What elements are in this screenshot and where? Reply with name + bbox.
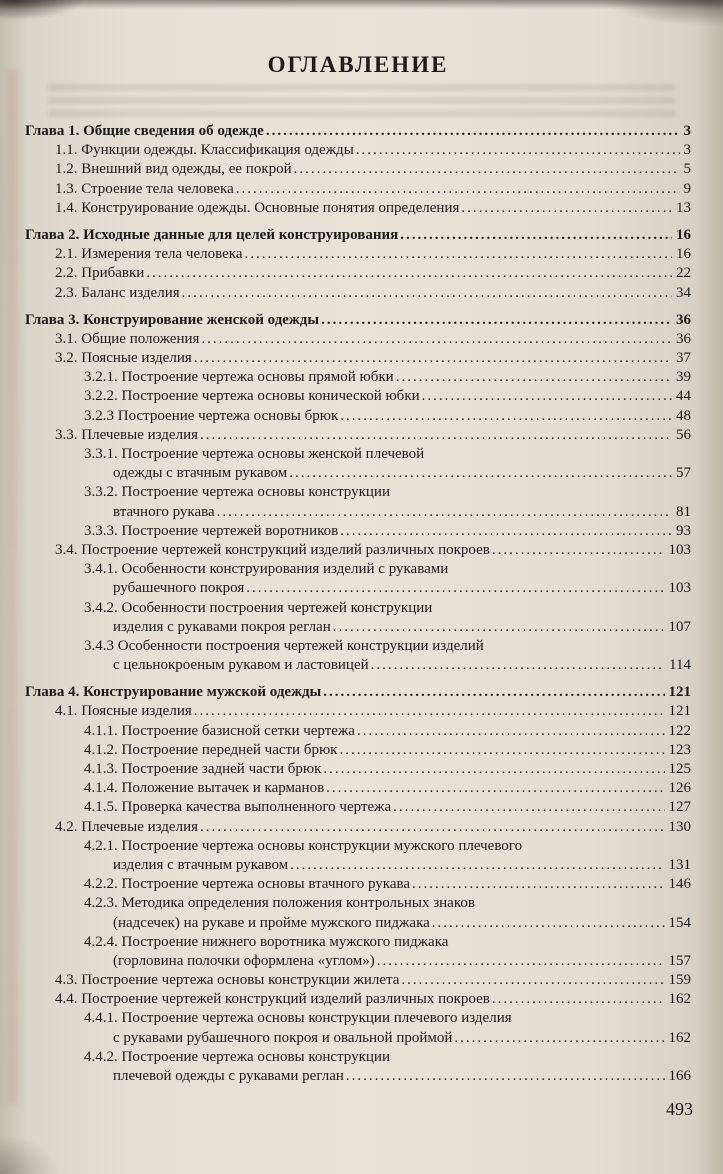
toc-entry bbox=[25, 1029, 691, 1048]
toc-entry bbox=[25, 837, 691, 856]
leader-dots bbox=[194, 349, 672, 368]
toc-entry-text: 3.4.3 Особенности построения чертежей конструкции изделий bbox=[84, 637, 484, 654]
toc-entry bbox=[25, 798, 691, 817]
toc-entry bbox=[25, 349, 691, 368]
leader-dots bbox=[294, 160, 680, 179]
toc-entry bbox=[25, 122, 691, 141]
leader-dots bbox=[357, 722, 665, 741]
toc-entry-text: Глава 1. Общие сведения об одежде bbox=[25, 123, 264, 139]
toc-entry bbox=[25, 933, 691, 952]
toc-entry-page: 114 bbox=[669, 657, 691, 674]
leader-dots bbox=[182, 284, 672, 303]
toc-entry bbox=[25, 971, 691, 990]
toc-entry-text: 3.2.1. Построение чертежа основы прямой юбки bbox=[84, 369, 394, 386]
toc-entry-page: 125 bbox=[668, 761, 691, 777]
leader-dots bbox=[377, 952, 665, 971]
toc-entry-page: 16 bbox=[676, 246, 691, 263]
leader-dots bbox=[290, 856, 664, 875]
toc-entry-text: 1.1. Функции одежды. Классификация одежды bbox=[55, 142, 354, 159]
toc-entry bbox=[25, 952, 691, 971]
toc-entry-page: 159 bbox=[668, 972, 691, 989]
toc-entry-text: 4.4. Построение чертежей конструкций изделий различных покроев bbox=[55, 991, 490, 1008]
toc-entry bbox=[25, 330, 691, 349]
leader-dots bbox=[289, 464, 672, 483]
toc-entry bbox=[25, 1048, 691, 1067]
toc-entry-text: изделия с втачным рукавом bbox=[113, 856, 289, 873]
toc-entry-page: 44 bbox=[676, 388, 691, 405]
toc-entry-text: 4.2. Плечевые изделия bbox=[55, 818, 199, 835]
toc-entry bbox=[25, 579, 691, 598]
toc-entry bbox=[25, 426, 691, 445]
toc-entry-page: 39 bbox=[676, 369, 691, 386]
toc-entry-page: 3 bbox=[683, 142, 691, 159]
toc-entry-text: Глава 4. Конструирование мужской одежды bbox=[25, 684, 322, 701]
toc-entry bbox=[25, 760, 691, 779]
toc-entry-text: 2.2. Прибавки bbox=[55, 265, 145, 282]
toc-entry-page: 157 bbox=[668, 952, 691, 969]
toc-entry-page: 9 bbox=[683, 180, 691, 197]
toc-entry-page: 13 bbox=[676, 199, 691, 216]
toc-entry-page: 146 bbox=[668, 876, 691, 893]
leader-dots bbox=[217, 503, 672, 522]
toc-entry bbox=[25, 741, 691, 760]
toc-entry bbox=[25, 160, 691, 179]
toc-entry-text: 3.2.3 Построение чертежа основы брюк bbox=[84, 407, 339, 424]
toc-entry-text: 3.4.1. Особенности конструирования изделий с рукавами bbox=[84, 561, 449, 578]
leader-dots bbox=[432, 914, 665, 933]
toc-entry-page: 121 bbox=[668, 703, 691, 720]
toc-entry bbox=[25, 311, 691, 330]
toc-entry-text: 3.3.3. Построение чертежей воротников bbox=[84, 522, 339, 539]
corner-smudge-bottom-left bbox=[0, 1134, 60, 1174]
leader-dots bbox=[346, 1067, 665, 1086]
toc-entry-page: 37 bbox=[676, 350, 691, 367]
toc-list bbox=[25, 122, 691, 1086]
toc-entry-text: рубашечного покроя bbox=[113, 580, 245, 597]
toc-entry bbox=[25, 464, 691, 483]
toc-entry-page: 162 bbox=[668, 991, 691, 1008]
toc-entry-text: плечевой одежды с рукавами реглан bbox=[113, 1068, 344, 1084]
toc-entry bbox=[25, 483, 691, 502]
toc-entry-page: 127 bbox=[668, 799, 691, 816]
toc-entry-text: 4.2.1. Построение чертежа основы конструкции мужского плечевого bbox=[84, 837, 523, 854]
leader-dots bbox=[194, 702, 665, 721]
toc-entry-text: 4.1.2. Построение передней части брюк bbox=[84, 741, 338, 758]
leader-dots bbox=[422, 387, 672, 406]
leader-dots bbox=[400, 226, 672, 245]
leader-dots bbox=[323, 683, 664, 702]
toc-entry-text: 4.1.5. Проверка качества выполненного чертежа bbox=[84, 799, 392, 816]
leader-dots bbox=[393, 798, 664, 817]
toc-entry bbox=[25, 875, 691, 894]
toc-entry-text: 4.1.4. Положение вытачек и карманов bbox=[84, 780, 325, 797]
toc-entry-page: 154 bbox=[668, 914, 691, 931]
toc-entry bbox=[25, 856, 691, 875]
leader-dots bbox=[492, 541, 665, 560]
leader-dots bbox=[461, 199, 672, 218]
toc-entry bbox=[25, 264, 691, 283]
toc-entry-page: 93 bbox=[676, 522, 691, 539]
leader-dots bbox=[333, 618, 665, 637]
toc-entry-page: 121 bbox=[668, 684, 691, 701]
toc-entry bbox=[25, 656, 691, 675]
toc-entry-text: 1.2. Внешний вид одежды, ее покрой bbox=[55, 161, 292, 178]
page-title: ОГЛАВЛЕНИЕ bbox=[267, 52, 449, 77]
toc-entry-text: 4.1.1. Построение базисной сетки чертежа bbox=[84, 722, 355, 739]
toc-entry bbox=[25, 368, 691, 387]
toc-entry-page: 34 bbox=[676, 284, 691, 301]
toc-entry bbox=[25, 503, 691, 522]
toc-entry-text: 2.1. Измерения тела человека bbox=[55, 246, 243, 263]
toc-entry bbox=[25, 560, 691, 579]
toc-entry bbox=[25, 683, 691, 702]
leader-dots bbox=[340, 522, 672, 541]
toc-entry bbox=[25, 990, 691, 1009]
toc-entry-text: изделия с рукавами покроя реглан bbox=[113, 618, 331, 635]
toc-entry bbox=[25, 407, 691, 426]
toc-entry-text: с цельнокроеным рукавом и ластовицей bbox=[113, 657, 369, 674]
toc-entry-page: 36 bbox=[676, 330, 691, 347]
toc-entry-page: 126 bbox=[668, 780, 691, 797]
toc-entry bbox=[25, 914, 691, 933]
leader-dots bbox=[356, 141, 680, 160]
toc-entry-text: 4.1.3. Построение задней части брюк bbox=[84, 761, 322, 777]
toc-entry-text: 4.4.1. Построение чертежа основы конструкции плечевого изделия bbox=[84, 1010, 512, 1027]
toc-entry-text: (горловина полочки оформлена «углом») bbox=[113, 952, 375, 969]
toc-entry bbox=[25, 141, 691, 160]
toc-entry-page: 81 bbox=[676, 503, 691, 520]
leader-dots bbox=[200, 426, 672, 445]
toc-entry-text: 3.1. Общие положения bbox=[55, 330, 200, 347]
toc-entry-page: 56 bbox=[676, 426, 691, 443]
leader-dots bbox=[454, 1029, 664, 1048]
toc-entry-text: 4.4.2. Построение чертежа основы конструкции bbox=[84, 1048, 390, 1065]
leader-dots bbox=[200, 818, 664, 837]
toc-entry-page: 107 bbox=[668, 618, 691, 635]
leader-dots bbox=[371, 656, 665, 675]
toc-entry bbox=[25, 1067, 691, 1086]
toc-entry-page: 122 bbox=[668, 722, 691, 739]
leader-dots bbox=[401, 971, 664, 990]
toc-entry-text: Глава 3. Конструирование женской одежды bbox=[25, 311, 320, 328]
leader-dots bbox=[412, 875, 664, 894]
leader-dots bbox=[201, 330, 672, 349]
toc-entry bbox=[25, 1009, 691, 1028]
toc-entry-text: 3.4. Построение чертежей конструкций изделий различных покроев bbox=[55, 541, 490, 558]
leader-dots bbox=[340, 407, 672, 426]
footer-page-number: 493 bbox=[666, 1099, 693, 1119]
toc-entry-text: 4.1. Поясные изделия bbox=[55, 703, 192, 720]
leader-dots bbox=[339, 741, 664, 760]
toc-entry-text: Глава 2. Исходные данные для целей конструирования bbox=[25, 226, 399, 243]
leader-dots bbox=[244, 245, 672, 264]
toc-entry bbox=[25, 541, 691, 560]
toc-entry-text: 3.3.1. Построение чертежа основы женской плечевой bbox=[84, 446, 425, 462]
toc-entry bbox=[25, 722, 691, 741]
toc-entry bbox=[25, 180, 691, 199]
leader-dots bbox=[321, 311, 672, 330]
toc-entry-text: одежды с втачным рукавом bbox=[113, 465, 288, 482]
leader-dots bbox=[323, 760, 664, 779]
leader-dots bbox=[146, 264, 672, 283]
toc-entry bbox=[25, 894, 691, 913]
leader-dots bbox=[236, 180, 680, 199]
leader-dots bbox=[246, 579, 664, 598]
toc-entry bbox=[25, 199, 691, 218]
toc-entry-text: с рукавами рубашечного покроя и овальной проймой bbox=[113, 1029, 453, 1046]
toc-entry-text: втачного рукава bbox=[113, 503, 215, 520]
leader-dots bbox=[396, 368, 672, 387]
toc-entry-text: 4.2.4. Построение нижнего воротника мужского пиджака bbox=[84, 933, 449, 950]
toc-entry bbox=[25, 599, 691, 618]
toc-entry-text: (надсечек) на рукаве и пройме мужского пиджака bbox=[113, 914, 430, 931]
toc-entry-text: 3.2.2. Построение чертежа основы конической юбки bbox=[84, 388, 420, 405]
toc-entry-text: 1.3. Строение тела человека bbox=[55, 180, 234, 197]
toc-entry bbox=[25, 522, 691, 541]
toc-entry-page: 162 bbox=[668, 1029, 691, 1046]
toc-entry-text: 2.3. Баланс изделия bbox=[55, 284, 180, 301]
toc-entry-text: 3.4.2. Особенности построения чертежей конструкции bbox=[84, 599, 433, 616]
toc-entry-page: 16 bbox=[676, 226, 691, 243]
toc-entry bbox=[25, 284, 691, 303]
toc-entry bbox=[25, 818, 691, 837]
leader-dots bbox=[492, 990, 665, 1009]
toc-entry-text: 3.3.2. Построение чертежа основы конструкции bbox=[84, 484, 390, 501]
toc-entry-page: 22 bbox=[676, 265, 691, 282]
toc-entry-text: 3.2. Поясные изделия bbox=[55, 350, 192, 367]
toc-entry-page: 103 bbox=[668, 541, 691, 558]
toc-entry bbox=[25, 702, 691, 721]
toc-entry-text: 1.4. Конструирование одежды. Основные понятия определения bbox=[55, 199, 460, 216]
toc-entry-text: 4.2.3. Методика определения положения контрольных знаков bbox=[84, 895, 475, 912]
toc-entry bbox=[25, 245, 691, 264]
leader-dots bbox=[326, 779, 664, 798]
toc-entry-page: 3 bbox=[683, 123, 691, 139]
toc-entry-page: 36 bbox=[676, 311, 691, 328]
toc-entry bbox=[25, 387, 691, 406]
toc-entry bbox=[25, 779, 691, 798]
toc-entry bbox=[25, 445, 691, 464]
toc-entry bbox=[25, 637, 691, 656]
toc-entry bbox=[25, 618, 691, 637]
toc-entry-page: 48 bbox=[676, 407, 691, 424]
toc-entry-page: 130 bbox=[668, 818, 691, 835]
toc-entry-page: 131 bbox=[668, 856, 691, 873]
toc-entry-text: 4.2.2. Построение чертежа основы втачного рукава bbox=[84, 876, 411, 893]
toc-entry-text: 4.3. Построение чертежа основы конструкции жилета bbox=[55, 972, 400, 989]
leader-dots bbox=[266, 122, 680, 141]
toc-entry-page: 103 bbox=[668, 580, 691, 597]
toc-entry bbox=[25, 226, 691, 245]
toc-entry-page: 5 bbox=[683, 161, 691, 178]
toc-entry-page: 57 bbox=[676, 465, 691, 482]
toc-entry-page: 123 bbox=[668, 741, 691, 758]
toc-entry-text: 3.3. Плечевые изделия bbox=[55, 426, 199, 443]
toc-entry-page: 166 bbox=[668, 1068, 691, 1084]
